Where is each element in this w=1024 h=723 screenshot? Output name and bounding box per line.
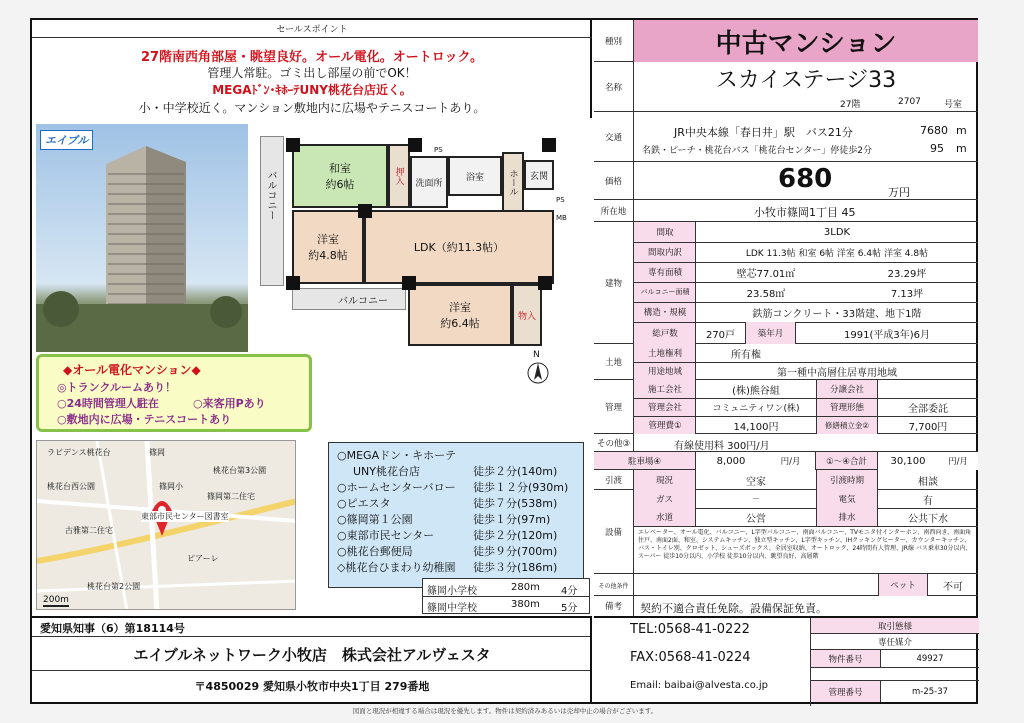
- room-yoshitsu1-size: 約4.8帖: [308, 249, 348, 262]
- map-label: 桃花台第2公園: [87, 582, 141, 591]
- traffic-route-1: JR中央本線「春日井」駅 バス21分: [674, 126, 853, 139]
- bukken-no-value: 49927: [881, 650, 979, 668]
- pillar: [408, 138, 422, 152]
- sales-points-header: セールスポイント: [32, 22, 592, 38]
- area-tsubo: 23.29坪: [887, 268, 927, 280]
- traffic-dist-1: 7680: [920, 124, 948, 137]
- handover-time-value: 相談: [918, 476, 938, 488]
- total-label: ①～④合計: [816, 452, 878, 470]
- repair-label: 修繕積立金②: [824, 420, 870, 430]
- handover-time-label: 引渡時期: [816, 470, 878, 490]
- building-photo: [36, 124, 248, 352]
- structure-value: 鉄筋コンクリート・33階建、地下1階: [752, 308, 922, 320]
- balcony-label: バルコニー面積: [640, 288, 690, 296]
- promo-line2a: ○24時間管理人駐在: [57, 397, 159, 410]
- room-yoshitsu1: [292, 210, 364, 284]
- room-senmen: [410, 156, 448, 208]
- pillar: [538, 276, 552, 290]
- other-cond-row: [594, 574, 978, 596]
- ps-label-1: PS: [434, 146, 443, 154]
- water-label: 水道: [634, 508, 696, 526]
- building-block: [594, 222, 978, 344]
- mgmt-label: 管理: [594, 380, 634, 434]
- area-m2: 壁芯77.01㎡: [736, 268, 796, 280]
- room-senmen-label: 洗面所: [415, 178, 443, 189]
- contact-box: [594, 616, 978, 704]
- sales-point-line1-b: オール電化。オートロック。: [315, 50, 484, 65]
- promo-title: ◆オール電化マンション◆: [63, 363, 201, 377]
- facility-name: ○ホームセンターバロー: [337, 481, 456, 494]
- sales-point-line2: 管理人常駐。ゴミ出し部屋の前でOK！: [207, 66, 417, 80]
- map-label: ピアーレ: [187, 554, 219, 563]
- address-row: [594, 200, 978, 222]
- sales-points-panel: [32, 20, 592, 118]
- pet-label: ペット: [878, 574, 928, 596]
- handover-label: 引渡: [594, 470, 634, 490]
- madori-detail-label: 間取内訳: [647, 248, 682, 258]
- promo-box: [36, 354, 312, 432]
- kanri-no-label: 管理番号: [811, 680, 881, 702]
- remarks-value: 契約不適合責任免除。設備保証免責。: [640, 602, 827, 615]
- photo-logo: エイブル: [40, 130, 93, 150]
- area-label: 専有面積: [647, 268, 682, 278]
- sales-point-line1: [32, 46, 592, 65]
- traffic-dist-2: 95: [930, 142, 944, 155]
- footer-note: 図面と現況が相違する場合は現況を優先します。物件は契約済みあるいは売却中止の場合がございます。: [352, 707, 658, 715]
- mgmt-block: [594, 380, 978, 434]
- land-right-label: 土地権利: [647, 349, 682, 359]
- company-name: エイブルネットワーク小牧店 株式会社アルヴェスタ: [133, 646, 491, 664]
- schools-table: [422, 578, 590, 614]
- land-block: [594, 344, 978, 380]
- company-box: [32, 616, 592, 704]
- type-value: 中古マンション: [634, 20, 978, 62]
- pillar: [286, 276, 300, 290]
- map-label: 桃花台第3公園: [213, 466, 267, 475]
- facility-name: ○ピエスタ: [337, 497, 391, 510]
- price-value: 680: [778, 164, 833, 194]
- promo-line3: ○敷地内に広場・テニスコートあり: [57, 413, 232, 426]
- facility-dist: 徒歩１２分(930m): [473, 481, 569, 494]
- north-arrow: [526, 350, 550, 386]
- other-row: [594, 434, 978, 452]
- repair-value: 7,700円: [908, 421, 948, 433]
- building-label: 建物: [594, 222, 634, 344]
- facility-dist: 徒歩７分(538m): [473, 497, 558, 510]
- bukken-no-label: 物件番号: [811, 650, 881, 668]
- land-right-value: 所有権: [731, 349, 761, 361]
- sales-point-line3: MEGAﾄﾞﾝ･ｷﾎｰﾃUNY桃花台店近く。: [212, 83, 412, 97]
- water-value: 公営: [746, 513, 766, 525]
- zoning-label: 用途地域: [647, 367, 682, 377]
- elec-value: 有: [923, 495, 933, 507]
- balcony-bottom-label: バルコニー: [338, 296, 388, 307]
- units-label: 総戸数: [652, 329, 678, 339]
- madori-detail-value: LDK 11.3帖 和室 6帖 洋室 6.4帖 洋室 4.8帖: [745, 248, 929, 259]
- traffic-route-2: 名鉄・ピーチ・桃花台バス「桃花台センター」停徒歩2分: [642, 146, 873, 156]
- tower-illustration: [36, 124, 248, 352]
- seller-label: 分譲会社: [829, 385, 864, 395]
- built-value: 1991(平成3年)6月: [844, 329, 930, 341]
- room-yoshitsu2-size: 約6.4帖: [440, 317, 480, 330]
- map-label: 篠岡小: [159, 482, 183, 491]
- name-row: [594, 62, 978, 112]
- mgmt-fee-value: 14,100円: [733, 421, 779, 433]
- drain-label: 排水: [816, 508, 878, 526]
- floor: 27階: [840, 100, 861, 110]
- property-table: [594, 20, 978, 616]
- pillar: [286, 138, 300, 152]
- pillar: [402, 276, 416, 290]
- traffic-row: [594, 112, 978, 162]
- map-label: 古雅第二住宅: [65, 526, 113, 535]
- torihiki-label: 取引態様: [811, 618, 979, 634]
- room-yoshitsu2: [408, 284, 512, 346]
- builder-label: 施工会社: [647, 385, 682, 395]
- other-value: 有線使用料 300円/月: [674, 441, 770, 452]
- school-min: 4分: [561, 586, 578, 597]
- madori-value: 3LDK: [823, 226, 851, 238]
- map-scale: 200m: [43, 595, 69, 605]
- promo-line2b: ○来客用Pあり: [193, 397, 266, 410]
- remarks-label: 備考: [594, 596, 634, 616]
- kanri-no-value: m-25-37: [881, 680, 979, 702]
- price-label: 価格: [594, 162, 634, 200]
- school-min: 5分: [561, 603, 578, 614]
- facility-name: ◇桃花台ひまわり幼稚園: [337, 561, 456, 574]
- room-washitsu: [292, 144, 388, 208]
- facility-name: ○東部市民センター: [337, 529, 435, 542]
- total-value: 30,100: [878, 452, 938, 470]
- gas-value: －: [751, 495, 761, 505]
- room-yoshitsu1-label: 洋室: [317, 233, 339, 246]
- address-label: 所在地: [594, 200, 634, 222]
- north-arrow-icon: [526, 360, 550, 386]
- room-ldk: [364, 210, 554, 284]
- balcony-m2: 23.58㎡: [746, 288, 786, 300]
- tel[interactable]: TEL:0568-41-0222: [630, 622, 750, 637]
- school-dist: 280m: [511, 582, 540, 593]
- equipment-block: [594, 490, 978, 574]
- promo-line1: ◎トランクルームあり！: [57, 381, 177, 394]
- north-label: N: [533, 350, 540, 360]
- facility-dist: 徒歩２分(120m): [473, 529, 558, 542]
- room-monoire-label: 物入: [517, 311, 536, 322]
- room-washitsu-label: 和室: [329, 162, 351, 175]
- pet-value: 不可: [943, 581, 963, 593]
- mgmt-type-value: 全部委託: [908, 403, 948, 415]
- remarks-row: [594, 596, 978, 616]
- school-name: 篠岡中学校: [427, 603, 477, 614]
- facility-dist: 徒歩２分(140m): [473, 465, 558, 478]
- room-genkan-label: 玄関: [529, 171, 548, 182]
- room-washitsu-size: 約6帖: [325, 178, 355, 191]
- mgmt-co-value: コミュニティワン(株): [712, 403, 800, 414]
- map-label: 篠岡: [149, 448, 165, 457]
- status-label: 現況: [634, 470, 696, 490]
- floorplan: [258, 130, 588, 354]
- parking-unit: 円/月: [766, 452, 816, 470]
- equipment-list: エレベーター、オール電化、バルコニー、L字型バルコニー、南面バルコニー、TVモニタ付インターホン、南西向き、南面角住戸、南面2面、和室、システムキッチン、独立型キッチン、L字型キッチン、IHクッキングヒーター、カウンターキッチン、バス・トイレ別、クロゼット、シューズボックス、全居室収納、オートロック、24時間有人管理、JR線 バス乗車30分以内、スーパー 徒歩10分以内、小学校 徒歩10分以内、眺望良好、高層階: [638, 529, 972, 561]
- built-label: 築年月: [746, 322, 796, 344]
- flyer-sheet: [30, 18, 978, 704]
- address-value: 小牧市篠岡1丁目 45: [754, 206, 856, 219]
- mgmt-type-label: 管理形態: [829, 403, 864, 413]
- traffic-label: 交通: [594, 112, 634, 162]
- sales-point-line4: 小・中学校近く。マンション敷地内に広場やテニスコートあり。: [138, 101, 486, 115]
- room-number: 2707: [898, 97, 921, 107]
- other-cond-label: その他条件: [594, 574, 634, 596]
- map-label: 篠岡第二住宅: [207, 492, 255, 501]
- school-name: 篠岡小学校: [427, 586, 477, 597]
- room-yokushitsu: [448, 156, 502, 196]
- facility-name: ○篠岡第１公園: [337, 513, 413, 526]
- type-row: [594, 20, 978, 62]
- deal-info: [810, 618, 978, 706]
- facility-dist: 徒歩３分(186m): [473, 561, 558, 574]
- status-value: 空家: [746, 476, 766, 488]
- property-name: スカイステージ33: [715, 67, 897, 93]
- facility-dist: 徒歩１分(97m): [473, 513, 551, 526]
- facilities-box: [328, 442, 584, 588]
- traffic-unit-1: m: [956, 124, 967, 137]
- pillar: [542, 138, 556, 152]
- mgmt-fee-label: 管理費①: [648, 421, 682, 431]
- mb-label: MB: [556, 214, 567, 222]
- builder-value: (株)熊谷組: [732, 385, 780, 397]
- ps-label-2: PS: [556, 196, 565, 204]
- room-suffix: 号室: [944, 100, 963, 110]
- drain-value: 公共下水: [908, 513, 948, 525]
- structure-label: 構造・規模: [643, 308, 687, 318]
- other-label: その他③: [594, 434, 634, 452]
- price-row: [594, 162, 978, 200]
- balcony-side-label: バルコニー: [265, 170, 276, 220]
- facility-dist: 徒歩９分(700m): [473, 545, 558, 558]
- equip-label: 設備: [594, 490, 634, 574]
- company-address: 〒4850029 愛知県小牧市中央1丁目 279番地: [194, 680, 430, 693]
- room-monoire: [512, 284, 542, 346]
- parking-label: 駐車場④: [594, 452, 696, 470]
- price-unit: 万円: [888, 186, 910, 199]
- mgmt-co-label: 管理会社: [647, 403, 682, 413]
- traffic-unit-2: m: [956, 142, 967, 155]
- facility-name: ○桃花台郵便局: [337, 545, 413, 558]
- parking-value: 8,000: [696, 452, 766, 470]
- facility-name: ○MEGAドン・キホーテ: [337, 449, 457, 462]
- email[interactable]: Email: baibai@alvesta.co.jp: [630, 680, 768, 691]
- room-genkan: [524, 160, 554, 190]
- type-label: 種別: [594, 20, 634, 62]
- room-hall: [502, 152, 524, 212]
- elec-label: 電気: [816, 490, 878, 508]
- facility-name: UNY桃花台店: [353, 465, 420, 478]
- pillar: [358, 204, 372, 218]
- land-label: 土地: [594, 344, 634, 380]
- total-unit: 円/月: [938, 452, 978, 470]
- map-label: 桃花台西公園: [47, 482, 95, 491]
- torihiki-value: 専任媒介: [811, 634, 979, 650]
- map-label: ラビデンス桃花台: [47, 448, 111, 457]
- room-oshiire-label: 押入: [393, 167, 404, 185]
- zoning-value: 第一種中高層住居専用地域: [777, 367, 897, 379]
- room-yoshitsu2-label: 洋室: [449, 301, 471, 314]
- units-value: 270戸: [696, 322, 746, 344]
- area-map[interactable]: [36, 440, 296, 610]
- map-label: 東部市民センター図書室: [141, 512, 229, 521]
- name-label: 名称: [594, 62, 634, 112]
- room-oshiire: [388, 144, 410, 208]
- room-hall-label: ホール: [507, 168, 518, 196]
- license-no: 愛知県知事（6）第18114号: [40, 622, 185, 635]
- parking-row: [594, 452, 978, 470]
- room-ldk-label: LDK（約11.3帖）: [413, 241, 505, 254]
- school-dist: 380m: [511, 599, 540, 610]
- gas-label: ガス: [634, 490, 696, 508]
- madori-label: 間取: [656, 228, 674, 238]
- handover-row: [594, 470, 978, 490]
- sales-point-line1-a: 27階南西角部屋・眺望良好。: [140, 50, 316, 65]
- fax: FAX:0568-41-0224: [630, 650, 751, 665]
- balcony-tsubo: 7.13坪: [890, 288, 924, 300]
- room-yokushitsu-label: 浴室: [465, 172, 484, 183]
